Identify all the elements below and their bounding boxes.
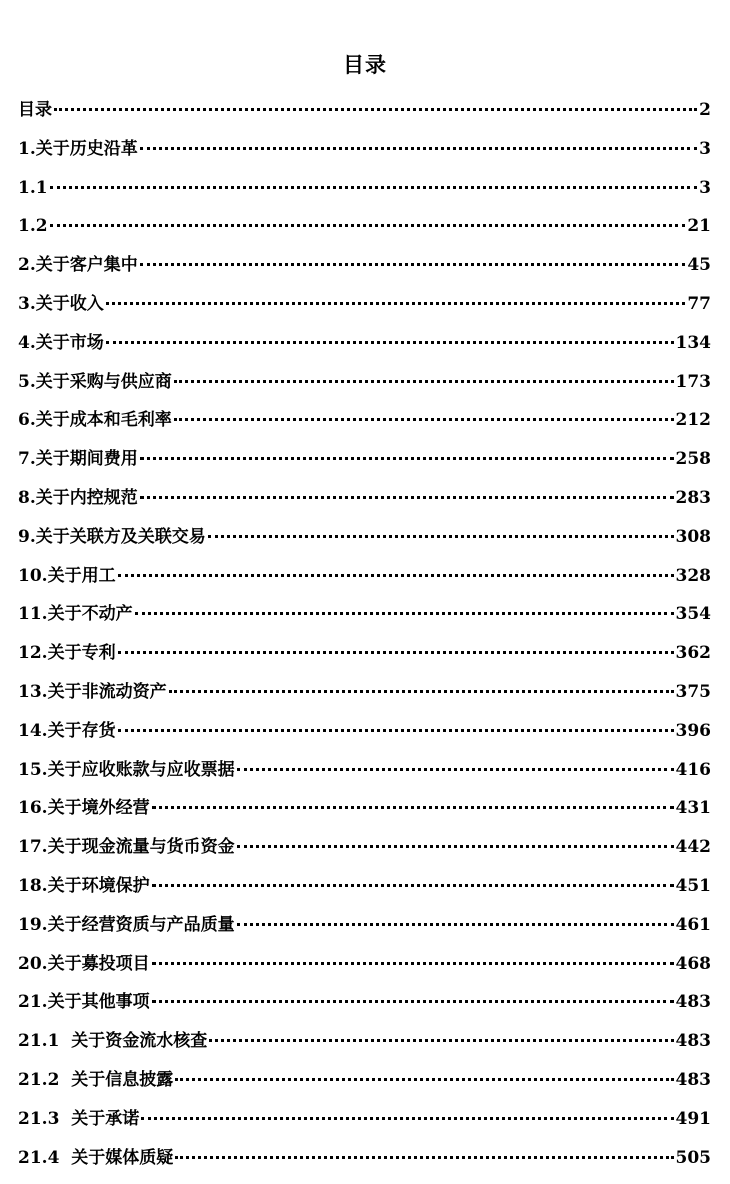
toc-entry[interactable] — [18, 523, 711, 562]
toc-entry[interactable] — [18, 406, 711, 445]
toc-entry-page-number: 3 — [699, 177, 711, 198]
toc-entry[interactable] — [18, 717, 711, 756]
toc-entry-page-number: 283 — [675, 487, 711, 508]
toc-entry[interactable] — [18, 368, 711, 407]
toc-entry-label: 18.关于环境保护 — [18, 875, 150, 896]
toc-dot-leader — [54, 108, 697, 111]
toc-entry-page-number: 362 — [675, 643, 711, 664]
toc-entry-page-number: 134 — [675, 332, 711, 353]
toc-entry[interactable] — [18, 600, 711, 639]
toc-entry-label: 目录 — [18, 100, 52, 120]
toc-entry[interactable] — [18, 678, 711, 717]
toc-entry-page-number: 258 — [675, 449, 711, 470]
toc-entry-page-number: 468 — [675, 953, 711, 974]
toc-dot-leader — [209, 1039, 673, 1042]
toc-entry-label: 14.关于存货 — [18, 720, 116, 741]
toc-entry-label: 21.4 关于媒体质疑 — [18, 1147, 174, 1168]
table-of-contents — [18, 96, 711, 1182]
toc-entry-page-number: 173 — [675, 371, 711, 392]
toc-entry[interactable] — [18, 562, 711, 601]
toc-dot-leader — [140, 263, 686, 266]
toc-entry-label: 19.关于经营资质与产品质量 — [18, 914, 235, 935]
toc-entry[interactable] — [18, 833, 711, 872]
toc-entry[interactable] — [18, 174, 711, 213]
toc-entry[interactable] — [18, 872, 711, 911]
toc-dot-leader — [237, 768, 674, 771]
toc-dot-leader — [140, 496, 674, 499]
toc-dot-leader — [106, 302, 686, 305]
toc-entry[interactable] — [18, 1144, 711, 1183]
toc-entry[interactable] — [18, 212, 711, 251]
toc-dot-leader — [140, 457, 674, 460]
toc-entry-label: 21.2 关于信息披露 — [18, 1069, 174, 1090]
toc-entry[interactable] — [18, 484, 711, 523]
toc-dot-leader — [208, 535, 674, 538]
toc-entry-page-number: 483 — [675, 1031, 711, 1052]
toc-entry-label: 4.关于市场 — [18, 332, 104, 353]
toc-dot-leader — [152, 806, 674, 809]
toc-entry[interactable] — [18, 639, 711, 678]
toc-entry-label: 3.关于收入 — [18, 293, 104, 314]
toc-entry[interactable] — [18, 756, 711, 795]
toc-entry-page-number: 45 — [687, 255, 711, 276]
toc-dot-leader — [152, 884, 674, 887]
toc-dot-leader — [118, 574, 674, 577]
toc-entry[interactable] — [18, 96, 711, 135]
toc-entry[interactable] — [18, 251, 711, 290]
toc-dot-leader — [50, 186, 698, 189]
toc-entry[interactable] — [18, 290, 711, 329]
toc-entry-label: 15.关于应收账款与应收票据 — [18, 759, 235, 780]
toc-entry-page-number: 431 — [675, 798, 711, 819]
toc-entry-page-number: 416 — [675, 759, 711, 780]
toc-dot-leader — [237, 845, 674, 848]
toc-entry-page-number: 505 — [675, 1147, 711, 1168]
toc-entry-label: 11.关于不动产 — [18, 604, 133, 625]
toc-entry[interactable] — [18, 329, 711, 368]
toc-entry-page-number: 212 — [675, 410, 711, 431]
toc-entry[interactable] — [18, 794, 711, 833]
toc-dot-leader — [118, 651, 674, 654]
toc-entry-page-number: 396 — [675, 720, 711, 741]
toc-entry-page-number: 308 — [675, 526, 711, 547]
toc-entry-label: 8.关于内控规范 — [18, 487, 138, 508]
toc-entry-page-number: 483 — [675, 1069, 711, 1090]
toc-entry-page-number: 491 — [675, 1108, 711, 1129]
toc-dot-leader — [152, 1000, 674, 1003]
toc-entry-page-number: 451 — [675, 875, 711, 896]
toc-entry-label: 12.关于专利 — [18, 643, 116, 664]
toc-entry-page-number: 77 — [687, 293, 711, 314]
toc-entry-label: 2.关于客户集中 — [18, 255, 138, 276]
toc-entry-page-number: 461 — [675, 914, 711, 935]
toc-entry-page-number: 354 — [675, 604, 711, 625]
toc-entry[interactable] — [18, 911, 711, 950]
toc-dot-leader — [141, 1117, 673, 1120]
toc-entry-label: 7.关于期间费用 — [18, 449, 138, 470]
toc-entry-page-number: 483 — [675, 992, 711, 1013]
toc-entry[interactable] — [18, 445, 711, 484]
toc-entry-label: 1.1 — [18, 177, 48, 198]
toc-entry-label: 1.2 — [18, 216, 48, 237]
toc-entry-label: 6.关于成本和毛利率 — [18, 410, 172, 431]
toc-entry-label: 1.关于历史沿革 — [18, 138, 138, 159]
toc-dot-leader — [152, 962, 674, 965]
toc-entry-label: 21.1 关于资金流水核查 — [18, 1031, 208, 1052]
toc-entry-label: 21.3 关于承诺 — [18, 1108, 140, 1129]
toc-entry-page-number: 328 — [675, 565, 711, 586]
toc-entry[interactable] — [18, 1066, 711, 1105]
toc-entry-page-number: 442 — [675, 837, 711, 858]
toc-entry-label: 20.关于募投项目 — [18, 953, 150, 974]
toc-dot-leader — [174, 380, 674, 383]
toc-dot-leader — [169, 690, 674, 693]
toc-entry-page-number: 2 — [699, 100, 711, 120]
toc-dot-leader — [175, 1156, 673, 1159]
toc-entry-label: 21.关于其他事项 — [18, 992, 150, 1013]
toc-entry-label: 16.关于境外经营 — [18, 798, 150, 819]
toc-dot-leader — [174, 418, 674, 421]
toc-dot-leader — [175, 1078, 673, 1081]
toc-dot-leader — [237, 923, 674, 926]
toc-entry[interactable] — [18, 988, 711, 1027]
toc-entry[interactable] — [18, 950, 711, 989]
toc-dot-leader — [118, 729, 674, 732]
toc-entry-page-number: 21 — [687, 216, 711, 237]
toc-entry-label: 5.关于采购与供应商 — [18, 371, 172, 392]
toc-entry-label: 13.关于非流动资产 — [18, 681, 167, 702]
toc-entry-page-number: 375 — [675, 681, 711, 702]
toc-dot-leader — [50, 224, 686, 227]
toc-entry-label: 9.关于关联方及关联交易 — [18, 526, 206, 547]
toc-entry-label: 17.关于现金流量与货币资金 — [18, 837, 235, 858]
document-title: 目录 — [343, 52, 387, 77]
toc-dot-leader — [140, 147, 697, 150]
toc-entry[interactable] — [18, 1027, 711, 1066]
toc-dot-leader — [106, 341, 674, 344]
toc-entry[interactable] — [18, 135, 711, 174]
toc-entry[interactable] — [18, 1105, 711, 1144]
toc-entry-label: 10.关于用工 — [18, 565, 116, 586]
toc-entry-page-number: 3 — [699, 138, 711, 159]
toc-dot-leader — [135, 612, 674, 615]
